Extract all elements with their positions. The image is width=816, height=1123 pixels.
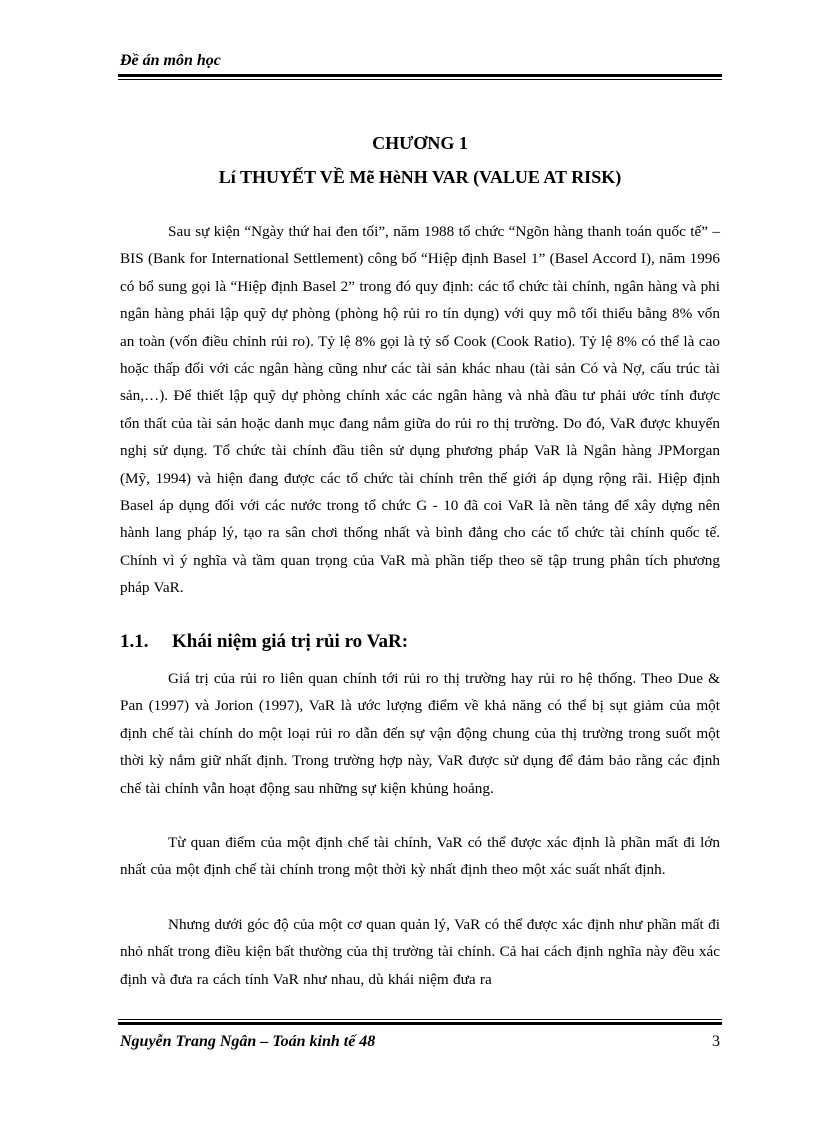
header-rule-thick (118, 74, 722, 77)
footer-rule-thin (118, 1019, 722, 1020)
header-rule-thin (118, 79, 722, 80)
footer-author: Nguyễn Trang Ngân – Toán kinh tế 48 (120, 1033, 376, 1050)
section-heading (120, 631, 720, 653)
body-paragraph-1: Sau sự kiện “Ngày thứ hai đen tối”, năm 1988 tổ chức “Ngõn hàng thanh toán quốc tế” – BIS (Bank for International Settlement) công bố “Hiệp định Basel 1” (Basel Accord I), năm 1996 có bổ sung gọi là “Hiệp định Basel 2” trong đó quy định: các tổ chức tài chính, ngân hàng và phi ngân hàng phải lập quỹ dự phòng (phòng hộ rủi ro tín dụng) với quy mô tối thiểu bằng 8% vốn an toàn (vốn điều chỉnh rủi ro). Tỷ lệ 8% gọi là tỷ số Cook (Cook Ratio). Tỷ lệ 8% có thể là cao hoặc thấp đối với các ngân hàng cũng như các tài sản khác nhau (tài sản Có và Nợ, cấu trúc tài sản,…). Để thiết lập quỹ dự phòng chính xác các ngân hàng và nhà đầu tư phải ước tính được tổn thất của tài sản hoặc danh mục đang nắm giữa do rủi ro thị trường. Do đó, VaR được khuyến nghị sử dụng. Tổ chức tài chính đầu tiên sử dụng phương pháp VaR là Ngân hàng JPMorgan (Mỹ, 1994) và hiện đang được các tổ chức tài chính trên thế giới áp dụng rộng rãi. Hiệp định Basel áp dụng đối với các nước trong tổ chức G - 10 đã coi VaR là nền tảng để xây dựng nên hành lang pháp lý, tạo ra sân chơi thống nhất và bình đẳng cho các tổ chức tài chính quốc tế. Chính vì ý nghĩa và tầm quan trọng của VaR mà phần tiếp theo sẽ tập trung phân tích phương pháp VaR. (120, 223, 720, 597)
body-paragraph-2: Giá trị của rủi ro liên quan chính tới rủi ro thị trường hay rủi ro hệ thống. Theo Due & Pan (1997) và Jorion (1997), VaR là ước lượng điểm về khả năng có thể bị sụt giảm của một định chế tài chính do một loại rủi ro dẫn đến sự vận động chung của thị trường trong suốt một thời kỳ nắm giữ nhất định. Trong trường hợp này, VaR được sử dụng để đảm bảo rằng các định chế tài chính vẫn hoạt động sau những sự kiện khủng hoảng. (120, 670, 720, 797)
chapter-title: Lí THUYẾT VỀ Mẽ HèNH VAR (VALUE AT RISK) (218, 167, 622, 187)
footer-rule-thick (118, 1022, 722, 1025)
section-number: 1.1. (120, 631, 149, 652)
section-title: Khái niệm giá trị rủi ro VaR: (172, 631, 409, 652)
body-paragraph-4: Nhưng dưới góc độ của một cơ quan quản lý, VaR có thể được xác định như phần mất đi nhỏ nhất trong điều kiện bất thường của thị trường tài chính. Cả hai cách định nghĩa này đều xác định và đưa ra cách tính VaR như nhau, dù khái niệm đưa ra (120, 916, 720, 988)
chapter-number: CHƯƠNG 1 (372, 133, 468, 153)
page-number: 3 (712, 1033, 720, 1050)
page-header-title: Đề án môn học (120, 52, 221, 69)
body-paragraph-3: Từ quan điểm của một định chế tài chính, VaR có thể được xác định là phần mất đi lớn nhất của một định chế tài chính trong một thời kỳ nhất định theo một xác suất nhất định. (120, 834, 720, 879)
